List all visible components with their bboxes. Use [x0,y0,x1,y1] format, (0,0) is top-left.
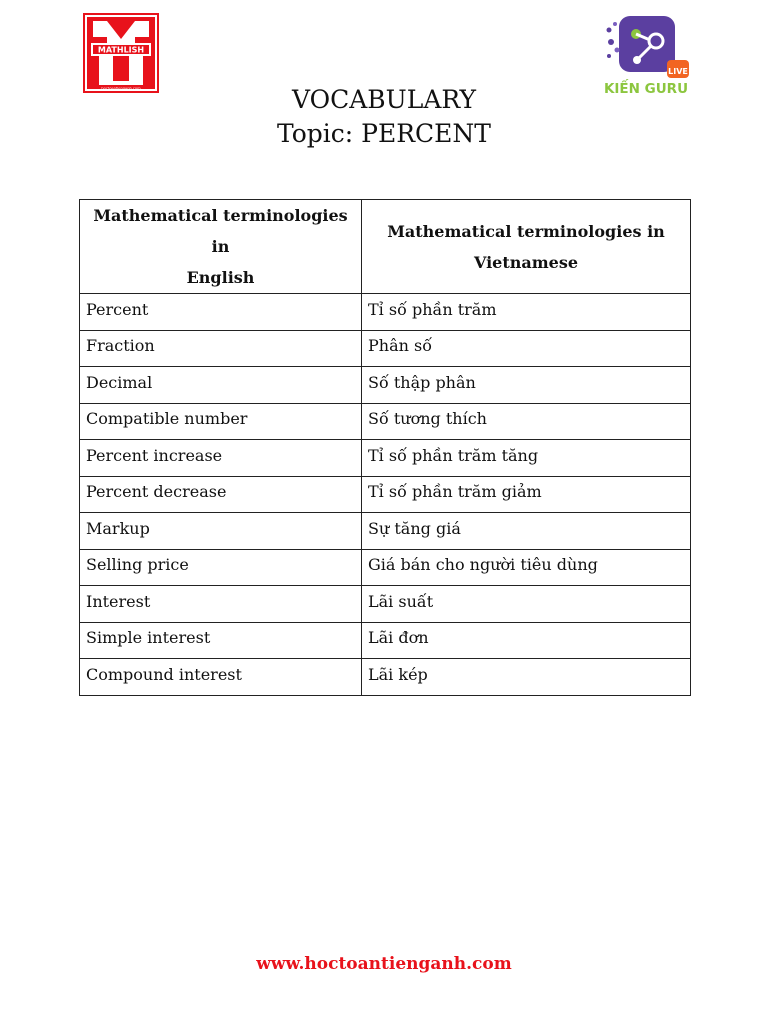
english-term: Compatible number [80,403,362,440]
table-header-row [80,200,691,294]
english-term: Compound interest [80,659,362,696]
vietnamese-term: Lãi kép [362,659,691,696]
vietnamese-term: Giá bán cho người tiêu dùng [362,549,691,586]
table-row [80,586,691,623]
vietnamese-term: Sự tăng giá [362,513,691,550]
mathlish-logo [83,13,159,93]
vietnamese-term: Số thập phân [362,367,691,404]
english-term: Percent [80,294,362,331]
table-row [80,403,691,440]
table-row [80,294,691,331]
column-header-vietnamese-line1: Mathematical terminologies in [387,221,665,241]
table-row [80,367,691,404]
table-row [80,622,691,659]
english-term: Markup [80,513,362,550]
table-row [80,330,691,367]
footer-website-link[interactable]: www.hoctoantienganh.com [256,954,512,974]
vietnamese-term: Tỉ số phần trăm tăng [362,440,691,477]
vietnamese-term: Số tương thích [362,403,691,440]
vocabulary-table [79,199,691,696]
live-badge-text: LIVE [668,67,688,76]
english-term: Percent increase [80,440,362,477]
column-header-english [80,200,362,294]
kien-guru-brand-text: KIẾN GURU [603,81,689,97]
english-term: Interest [80,586,362,623]
vietnamese-term: Tỉ số phần trăm giảm [362,476,691,513]
mathlish-small-text: hoctoantienganh.com [101,86,141,91]
table-row [80,549,691,586]
table-row [80,440,691,477]
vietnamese-term: Lãi đơn [362,622,691,659]
table-row [80,513,691,550]
page-title: VOCABULARY [292,85,476,114]
mathlish-brand-text: MATHLISH [97,45,145,55]
table-row [80,476,691,513]
table-row [80,659,691,696]
english-term: Decimal [80,367,362,404]
english-term: Percent decrease [80,476,362,513]
column-header-vietnamese-line2: Vietnamese [473,252,579,272]
page-subtitle: Topic: PERCENT [277,119,491,148]
column-header-english-line2: English [186,268,255,287]
english-term: Fraction [80,330,362,367]
mathlish-logo-icon [83,13,159,93]
vietnamese-term: Phân số [362,330,691,367]
column-header-vietnamese [362,200,691,294]
vietnamese-term: Tỉ số phần trăm [362,294,691,331]
column-header-english-line1: Mathematical terminologies in [93,206,348,256]
vietnamese-term: Lãi suất [362,586,691,623]
english-term: Simple interest [80,622,362,659]
english-term: Selling price [80,549,362,586]
